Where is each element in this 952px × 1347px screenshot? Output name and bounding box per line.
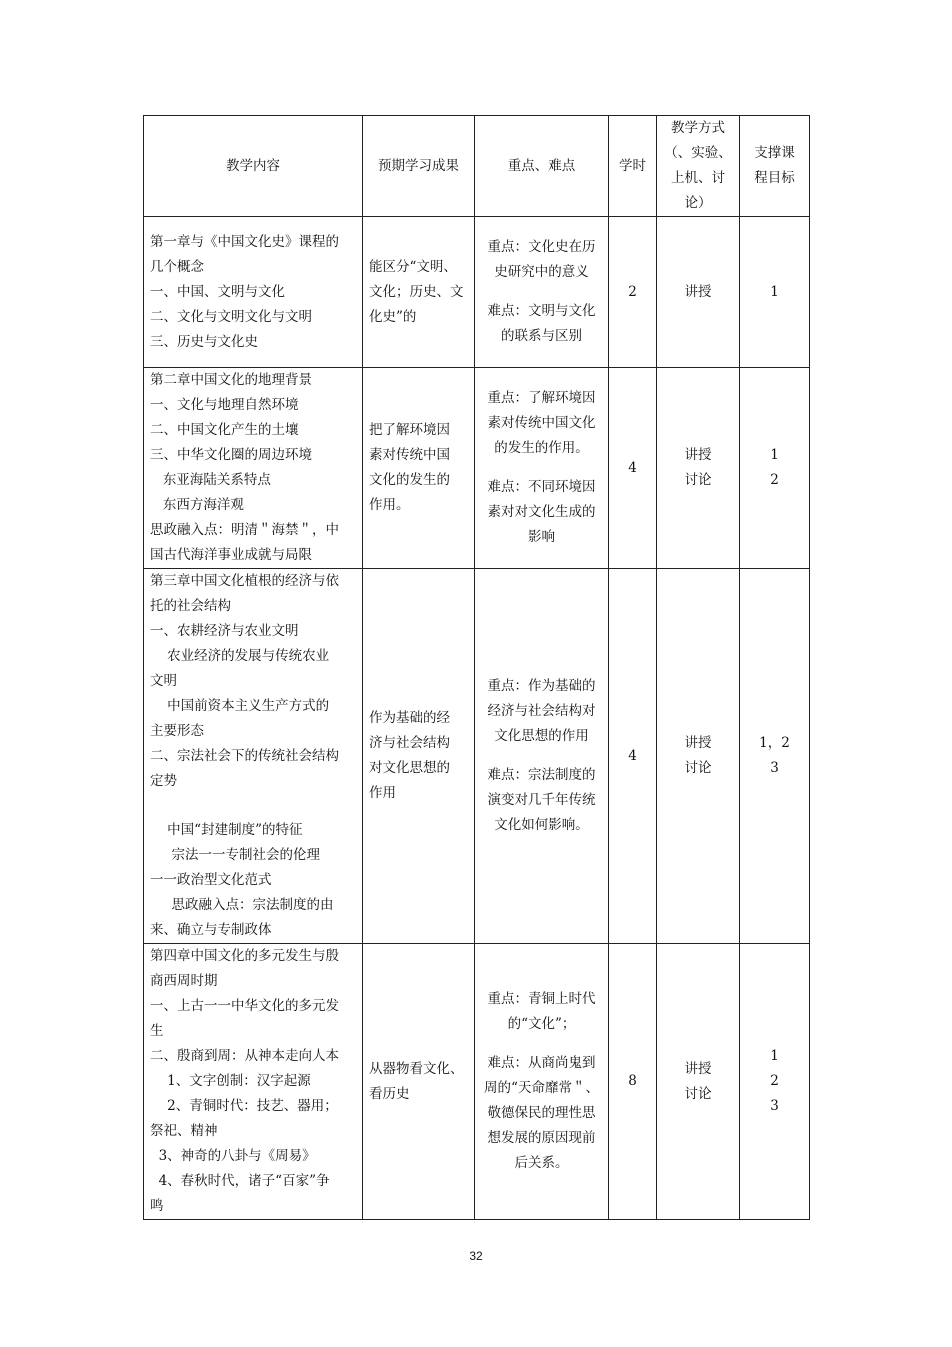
difficulty-line: 影响 xyxy=(528,529,555,545)
content-cell xyxy=(144,217,363,368)
content-line: 定势 xyxy=(150,773,177,789)
keypoints-cell xyxy=(475,217,609,368)
focus-line: 的发生的作用。 xyxy=(494,440,589,456)
difficulty-line: 难点：宗法制度的 xyxy=(487,767,596,783)
method-line: 讲授 xyxy=(684,447,712,463)
goal-cell xyxy=(740,368,810,569)
table-row xyxy=(144,944,810,1220)
method-line: 讨论 xyxy=(684,472,712,488)
outcome-cell xyxy=(363,569,475,944)
content-line: 3、神奇的八卦与《周易》 xyxy=(150,1148,316,1164)
content-line: 主要形态 xyxy=(150,723,204,739)
header-content: 教学内容 xyxy=(144,116,363,217)
goal-line: 1 xyxy=(770,447,779,463)
goal-cell xyxy=(740,944,810,1220)
header-hours: 学时 xyxy=(609,116,657,217)
table-header-row xyxy=(144,116,810,217)
content-line: 思政融入点：宗法制度的由 xyxy=(150,897,334,913)
header-method xyxy=(657,116,740,217)
content-line: 一、中国、文明与文化 xyxy=(150,283,285,300)
goal-line: 2 xyxy=(770,1073,779,1089)
content-line: 东亚海陆关系特点 xyxy=(150,472,271,488)
outcome-line: 文化；历史、文 xyxy=(369,283,464,300)
header-goal-line: 程目标 xyxy=(754,170,795,186)
content-cell xyxy=(144,569,363,944)
keypoints-cell xyxy=(475,569,609,944)
outcome-line: 从器物看文化、 xyxy=(369,1060,464,1077)
hours-cell: 8 xyxy=(609,944,657,1220)
content-line: 来、确立与专制政体 xyxy=(150,922,272,938)
table-row xyxy=(144,217,810,368)
content-line: 东西方海洋观 xyxy=(150,497,244,513)
difficulty-line: 周的“天命靡常＂、 xyxy=(484,1080,599,1096)
outcome-line: 素对传统中国 xyxy=(369,447,450,463)
content-line: 第二章中国文化的地理背景 xyxy=(150,372,312,388)
focus-line: 文化思想的作用 xyxy=(494,728,589,744)
goal-line: 3 xyxy=(770,1098,779,1114)
content-line: 生 xyxy=(150,1023,164,1039)
goal-line: 1，2 xyxy=(759,735,790,751)
difficulty-line: 的联系与区别 xyxy=(501,328,582,344)
goal-cell xyxy=(740,217,810,368)
outcome-line: 把了解环境因 xyxy=(369,422,450,438)
content-line: 祭祀、精神 xyxy=(150,1123,218,1139)
difficulty-line: 演变对几千年传统 xyxy=(487,792,596,808)
hours-cell: 2 xyxy=(609,217,657,368)
outcome-line: 济与社会结构 xyxy=(369,735,450,751)
outcome-cell xyxy=(363,944,475,1220)
keypoints-cell xyxy=(475,368,609,569)
content-line: 第四章中国文化的多元发生与殷 xyxy=(150,948,339,964)
goal-line: 3 xyxy=(770,760,779,776)
content-cell xyxy=(144,368,363,569)
method-cell xyxy=(657,368,740,569)
header-outcome: 预期学习成果 xyxy=(363,116,475,217)
content-line: 托的社会结构 xyxy=(150,598,231,614)
difficulty-line: 后关系。 xyxy=(514,1155,569,1171)
focus-line: 史研究中的意义 xyxy=(494,264,589,280)
focus-line: 重点：文化史在历 xyxy=(487,239,596,255)
header-method-line: 论） xyxy=(684,195,712,211)
method-cell xyxy=(657,217,740,368)
difficulty-line: 文化如何影响。 xyxy=(494,817,589,833)
difficulty-line: 素对对文化生成的 xyxy=(487,504,596,520)
difficulty-line: 想发展的原因现前 xyxy=(487,1130,596,1146)
header-goal xyxy=(740,116,810,217)
goal-line: 2 xyxy=(770,472,779,488)
table-row xyxy=(144,368,810,569)
content-line: 一、文化与地理自然环境 xyxy=(150,397,299,413)
content-line: 二、中国文化产生的土壤 xyxy=(150,422,299,438)
outcome-line: 作用。 xyxy=(369,497,410,513)
focus-line: 重点：作为基础的 xyxy=(487,678,596,694)
content-line: 国古代海洋事业成就与局限 xyxy=(150,547,312,563)
method-cell xyxy=(657,569,740,944)
content-line: 4、春秋时代，诸子“百家”争 xyxy=(150,1173,330,1189)
content-line: 鸣 xyxy=(150,1198,164,1214)
difficulty-line: 难点：文明与文化 xyxy=(487,303,596,319)
content-line: 第三章中国文化植根的经济与依 xyxy=(150,573,339,589)
content-cell xyxy=(144,944,363,1220)
hours-cell: 4 xyxy=(609,368,657,569)
content-line: 宗法一一专制社会的伦理 xyxy=(150,847,320,863)
content-line: 几个概念 xyxy=(150,258,204,275)
content-line: 二、文化与文明文化与文明 xyxy=(150,308,312,325)
table-row xyxy=(144,569,810,944)
course-content-table xyxy=(143,115,810,1220)
content-line: 一一政治型文化范式 xyxy=(150,872,272,888)
method-line: 讲授 xyxy=(684,735,712,751)
keypoints-cell xyxy=(475,944,609,1220)
focus-line: 经济与社会结构对 xyxy=(487,703,596,719)
outcome-line: 文化的发生的 xyxy=(369,472,450,488)
header-method-line: 上机、讨 xyxy=(671,170,725,186)
header-method-line: （、实验、 xyxy=(664,145,732,161)
content-line: 二、宗法社会下的传统社会结构 xyxy=(150,748,339,764)
content-line: 一、上古一一中华文化的多元发 xyxy=(150,998,339,1014)
content-line: 第一章与《中国文化史》课程的 xyxy=(150,233,339,250)
outcome-cell xyxy=(363,217,475,368)
content-line: 1、文字创制：汉字起源 xyxy=(150,1073,311,1089)
content-line: 思政融入点：明清＂海禁＂，中 xyxy=(150,522,339,538)
content-line: 中国前资本主义生产方式的 xyxy=(150,698,330,714)
outcome-line: 作用 xyxy=(369,785,396,801)
content-line: 三、历史与文化史 xyxy=(150,333,258,350)
goal-line: 1 xyxy=(770,283,779,300)
content-line: 中国“封建制度”的特征 xyxy=(150,822,303,838)
outcome-line: 对文化思想的 xyxy=(369,760,450,776)
difficulty-line: 难点：不同环境因 xyxy=(487,479,596,495)
content-line: 商西周时期 xyxy=(150,973,218,989)
focus-line: 重点：了解环境因 xyxy=(487,390,596,406)
content-line: 三、中华文化圈的周边环境 xyxy=(150,447,312,463)
content-line: 二、殷商到周：从神本走向人本 xyxy=(150,1048,339,1064)
method-line: 讨论 xyxy=(684,1085,712,1102)
header-goal-line: 支撑课 xyxy=(754,145,795,161)
outcome-line: 化史”的 xyxy=(369,308,417,325)
goal-cell xyxy=(740,569,810,944)
hours-cell: 4 xyxy=(609,569,657,944)
content-line: 文明 xyxy=(150,673,177,689)
content-line: 一、农耕经济与农业文明 xyxy=(150,623,299,639)
method-line: 讲授 xyxy=(684,1060,712,1077)
method-line: 讨论 xyxy=(684,760,712,776)
focus-line: 的“文化”； xyxy=(507,1016,576,1032)
header-keypoints: 重点、难点 xyxy=(475,116,609,217)
header-method-line: 教学方式 xyxy=(671,120,725,136)
focus-line: 重点：青铜上时代 xyxy=(487,991,596,1007)
method-line: 讲授 xyxy=(684,283,712,300)
method-cell xyxy=(657,944,740,1220)
outcome-line: 作为基础的经 xyxy=(369,710,450,726)
content-line: 农业经济的发展与传统农业 xyxy=(150,648,330,664)
content-line: 2、青铜时代：技艺、器用； xyxy=(150,1098,338,1114)
outcome-line: 能区分“文明、 xyxy=(369,258,457,275)
outcome-cell xyxy=(363,368,475,569)
difficulty-line: 敬德保民的理性思 xyxy=(487,1105,596,1121)
difficulty-line: 难点：从商尚鬼到 xyxy=(487,1055,596,1071)
focus-line: 素对传统中国文化 xyxy=(487,415,596,431)
outcome-line: 看历史 xyxy=(369,1085,410,1102)
goal-line: 1 xyxy=(770,1048,779,1064)
page-number: 32 xyxy=(469,1249,483,1263)
